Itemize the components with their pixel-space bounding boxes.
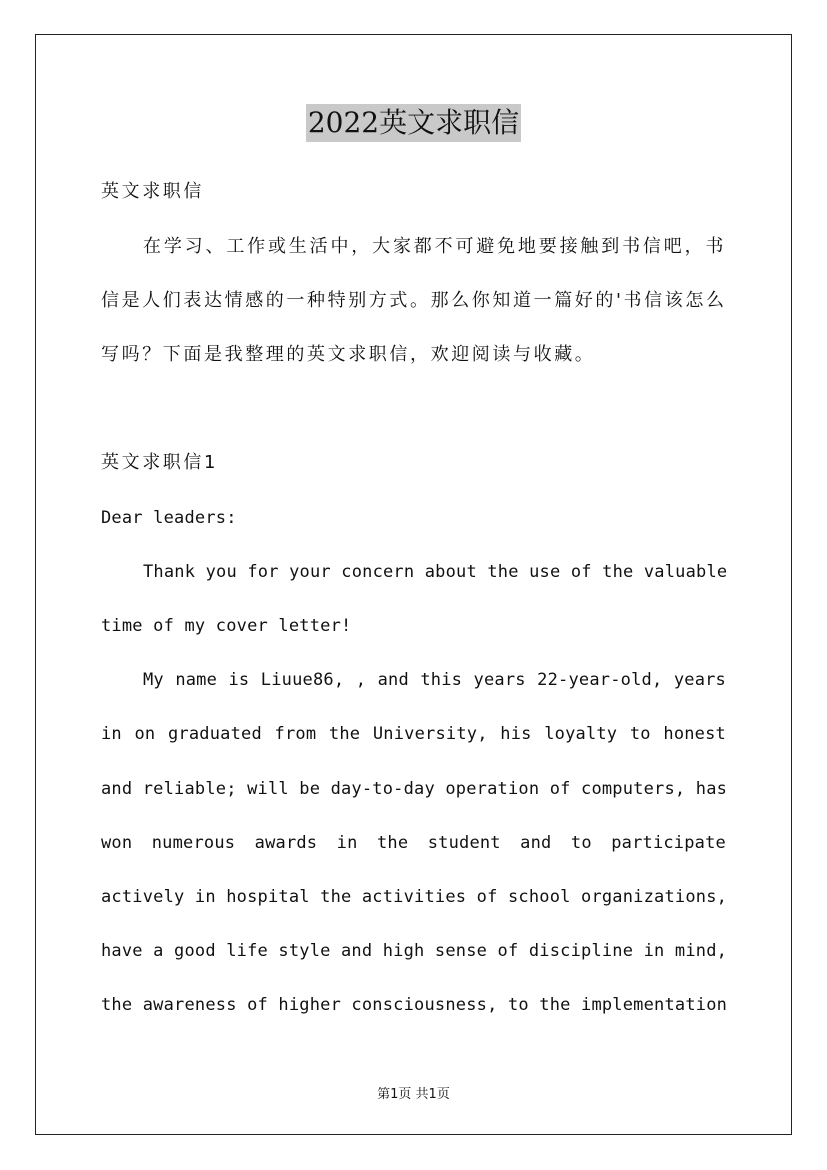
body-line: and reliable; will be day-to-day operation of computers, has: [101, 779, 728, 799]
body-line: won numerous awards in the student and to participate: [101, 833, 726, 853]
document-subtitle: 英文求职信: [101, 181, 204, 202]
page-number-footer: 第1页 共1页: [377, 1087, 450, 1102]
salutation: Dear leaders:: [101, 508, 237, 528]
body-line: in on graduated from the University, his loyalty to honest: [101, 724, 726, 744]
body-line: the awareness of higher consciousness, to the implementation: [101, 995, 728, 1015]
body-line: actively in hospital the activities of school organizations,: [101, 887, 728, 907]
body-line: My name is Liuue86, , and this years 22-year-old, years: [143, 670, 726, 690]
body-line: have a good life style and high sense of discipline in mind,: [101, 941, 728, 961]
intro-line: 写吗？下面是我整理的英文求职信，欢迎阅读与收藏。: [101, 344, 596, 365]
intro-line: 信是人们表达情感的一种特别方式。那么你知道一篇好的'书信该怎么: [101, 290, 727, 311]
document-title: 2022英文求职信: [306, 104, 521, 142]
body-line: time of my cover letter!: [101, 616, 352, 636]
body-line: Thank you for your concern about the use of the valuable: [143, 562, 728, 582]
title-container: [0, 104, 827, 142]
intro-line: 在学习、工作或生活中，大家都不可避免地要接触到书信吧，书: [143, 236, 726, 257]
section-heading: 英文求职信1: [101, 452, 219, 473]
